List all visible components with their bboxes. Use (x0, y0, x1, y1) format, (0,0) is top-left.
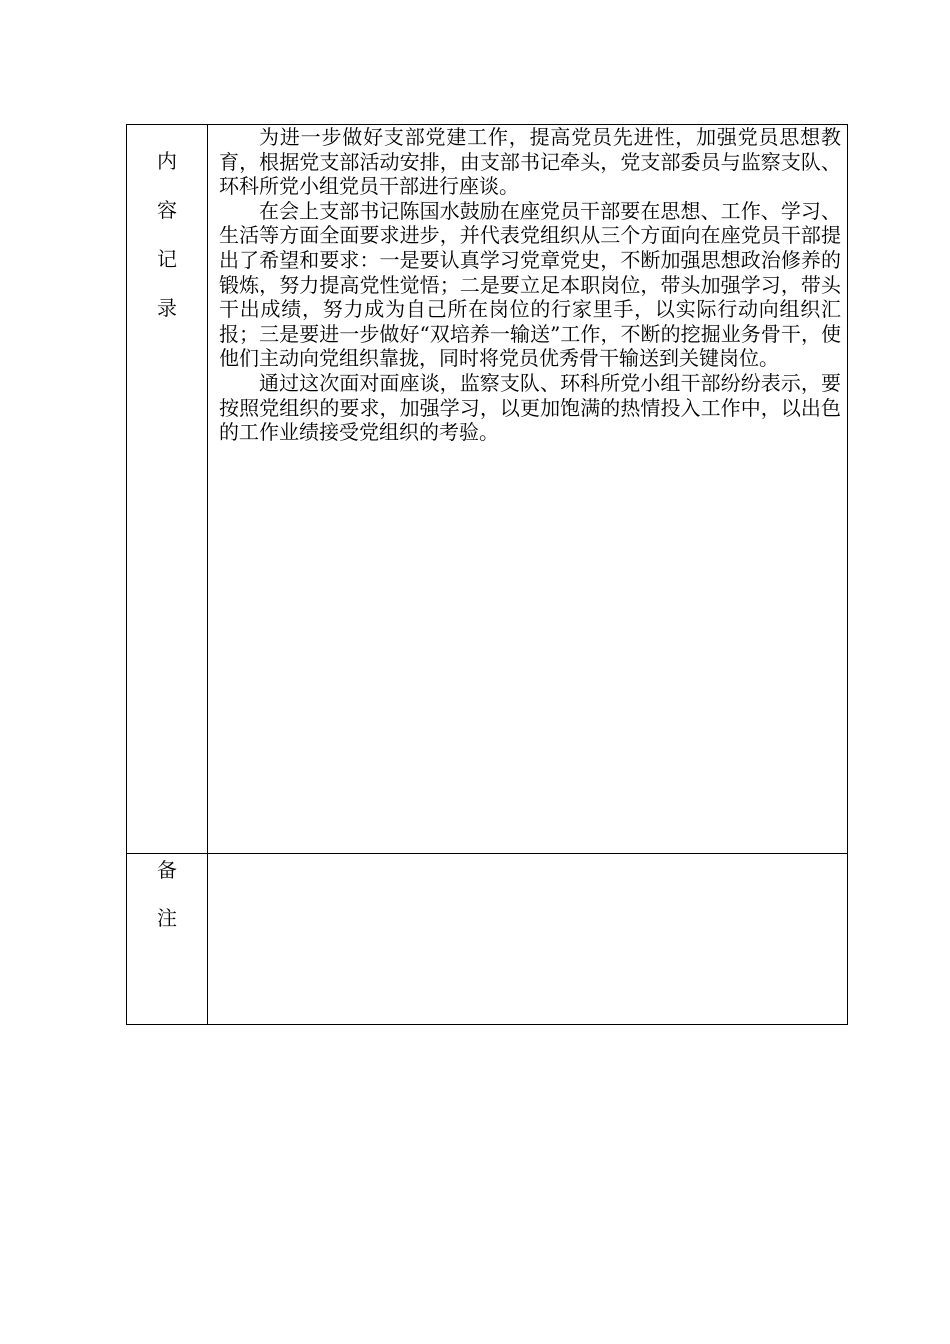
remark-row (127, 854, 848, 1025)
content-record-row (127, 125, 848, 854)
content-record-label-cell (127, 125, 208, 854)
content-paragraph: 在会上支部书记陈国水鼓励在座党员干部要在思想、工作、学习、生活等方面全面要求进步，并代表党组织从三个方面向在座党员干部提出了希望和要求：一是要认真学习党章党史，不断加强思想政治修养的锻炼，努力提高党性觉悟；二是要立足本职岗位，带头加强学习，带头干出成绩，努力成为自己所在岗位的行家里手，以实际行动向组织汇报；三是要进一步做好“双培养一输送”工作，不断的挖掘业务骨干，使他们主动向党组织靠拢，同时将党员优秀骨干输送到关键岗位。 (219, 198, 841, 371)
label-char: 录 (157, 296, 177, 320)
label-char: 记 (157, 247, 177, 271)
content-paragraph: 为进一步做好支部党建工作，提高党员先进性，加强党员思想教育，根据党支部活动安排，由支部书记牵头，党支部委员与监察支队、环科所党小组党员干部进行座谈。 (219, 125, 841, 199)
content-record-text (208, 125, 847, 445)
remark-text-cell (208, 854, 848, 1025)
remark-label (127, 854, 207, 930)
content-record-label (127, 125, 207, 320)
label-char: 备 (157, 858, 177, 882)
label-char: 内 (157, 149, 177, 173)
label-char: 容 (157, 198, 177, 222)
content-paragraph: 通过这次面对面座谈，监察支队、环科所党小组干部纷纷表示，要按照党组织的要求，加强学习，以更加饱满的热情投入工作中，以出色的工作业绩接受党组织的考验。 (219, 370, 841, 445)
content-record-text-cell (208, 125, 848, 854)
label-char: 注 (157, 906, 177, 930)
record-table (126, 124, 848, 1025)
remark-label-cell (127, 854, 208, 1025)
